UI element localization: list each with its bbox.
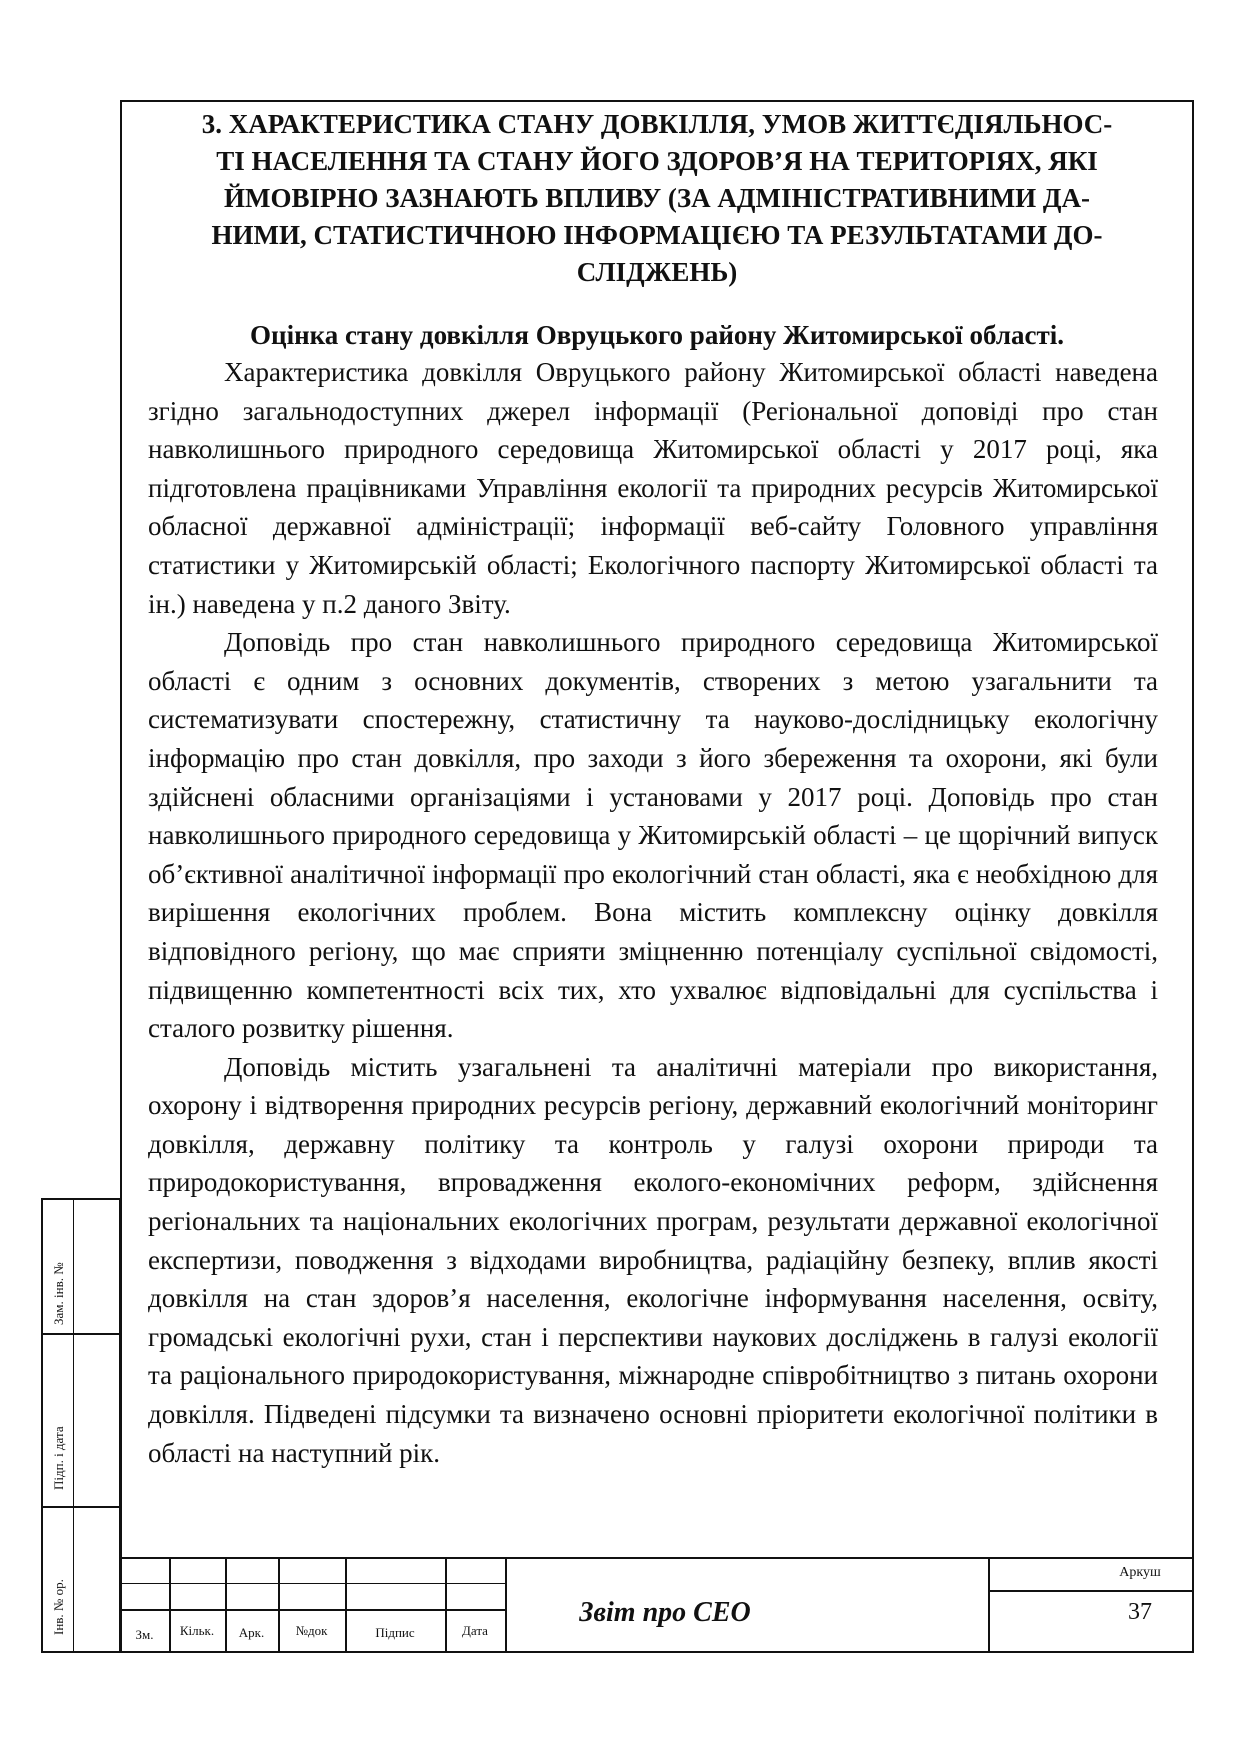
inv-or-label: Інв. № ор. xyxy=(51,1579,66,1635)
col-zm: Зм. xyxy=(135,1627,154,1642)
col-data: Дата xyxy=(462,1623,488,1638)
title-block xyxy=(120,1557,1194,1653)
paragraph: Доповідь містить узагальнені та аналітичні матеріали про використання, охорону і відтворення природних ресурсів регіону, державний екологічний моніторинг довкілля, державну політику та контроль у галузі охорони природи та природокористування, впровадження еколого-економічних реформ, здійснення регіональних та національних екологічних програм, результати державної екологічної експертизи, поводження з відходами виробництва, радіаційну безпеку, вплив якості довкілля на стан здоров’я населення, екологічне інформування населення, освіту, громадські екологічні рухи, стан і перспективи наукових досліджень в галузі екології та раціонального природокористування, міжнародне співробітництво з питань охорони довкілля. Підведені підсумки та визначено основні пріоритети екологічної політики в області на наступний рік. xyxy=(148,1051,1158,1468)
side-strip-divider xyxy=(73,1200,74,1651)
heading-line: СЛІДЖЕНЬ) xyxy=(576,257,738,287)
subsection-heading: Оцінка стану довкілля Овруцького району Житомирської області. xyxy=(250,320,1064,350)
paragraph: Доповідь про стан навколишнього природного середовища Житомирської області є одним з основних документів, створених з метою узагальнити та систематизувати спостережну, статистичну та науково-дослідницьку екологічну інформацію про стан довкілля, про заходи з його збереження та охорони, які були здійснені обласними організаціями і установами у 2017 році. Доповідь про стан навколишнього природного середовища у Житомирській області – це щорічний випуск об’єктивної аналітичної інформації про екологічний стан області, яка є необхідною для вирішення екологічних проблем. Вона містить комплексну оцінку довкілля відповідного регіону, що має сприяти зміцненню потенціалу суспільної свідомості, підвищенню компетентності всіх тих, хто ухвалює відповідальні для суспільства і сталого розвитку рішення. xyxy=(148,627,1158,1044)
side-stamp-strip xyxy=(41,1198,121,1653)
side-strip-row-divider xyxy=(43,1506,119,1508)
heading-line: НИМИ, СТАТИСТИЧНОЮ ІНФОРМАЦІЄЮ ТА РЕЗУЛЬТАТАМИ ДО- xyxy=(211,220,1103,250)
sheet-label: Аркуш xyxy=(1119,1565,1161,1580)
heading-line: ЙМОВІРНО ЗАЗНАЮТЬ ВПЛИВУ (ЗА АДМІНІСТРАТИВНИМИ ДА- xyxy=(224,183,1090,213)
col-ark: Арк. xyxy=(238,1625,265,1640)
document-title: Звіт про СЕО xyxy=(579,1597,751,1628)
section-heading xyxy=(140,106,1174,291)
col-pidpys: Підпис xyxy=(375,1625,415,1640)
col-ndok: №док xyxy=(295,1623,328,1638)
col-kilk: Кільк. xyxy=(179,1623,215,1638)
heading-line: ТІ НАСЕЛЕННЯ ТА СТАНУ ЙОГО ЗДОРОВ’Я НА ТЕРИТОРІЯХ, ЯКІ xyxy=(216,146,1098,176)
zam-inv-label: Зам. інв. № xyxy=(51,1262,66,1325)
paragraph: Характеристика довкілля Овруцького району Житомирської області наведена згідно загальнодоступних джерел інформації (Регіональної доповіді про стан навколишнього природного середовища Житомирської області у 2017 році, яка підготовлена працівниками Управління екології та природних ресурсів Житомирської обласної державної адміністрації; інформації веб-сайту Головного управління статистики у Житомирській області; Екологічного паспорту Житомирської області та ін.) наведена у п.2 даного Звіту. xyxy=(148,357,1158,619)
body-text xyxy=(148,353,1158,1472)
side-strip-row-divider xyxy=(43,1333,119,1335)
sheet-number: 37 xyxy=(1128,1599,1152,1625)
heading-line: 3. ХАРАКТЕРИСТИКА СТАНУ ДОВКІЛЛЯ, УМОВ ЖИТТЄДІЯЛЬНОС- xyxy=(201,109,1113,139)
pidp-data-label: Підп. і дата xyxy=(51,1426,66,1490)
